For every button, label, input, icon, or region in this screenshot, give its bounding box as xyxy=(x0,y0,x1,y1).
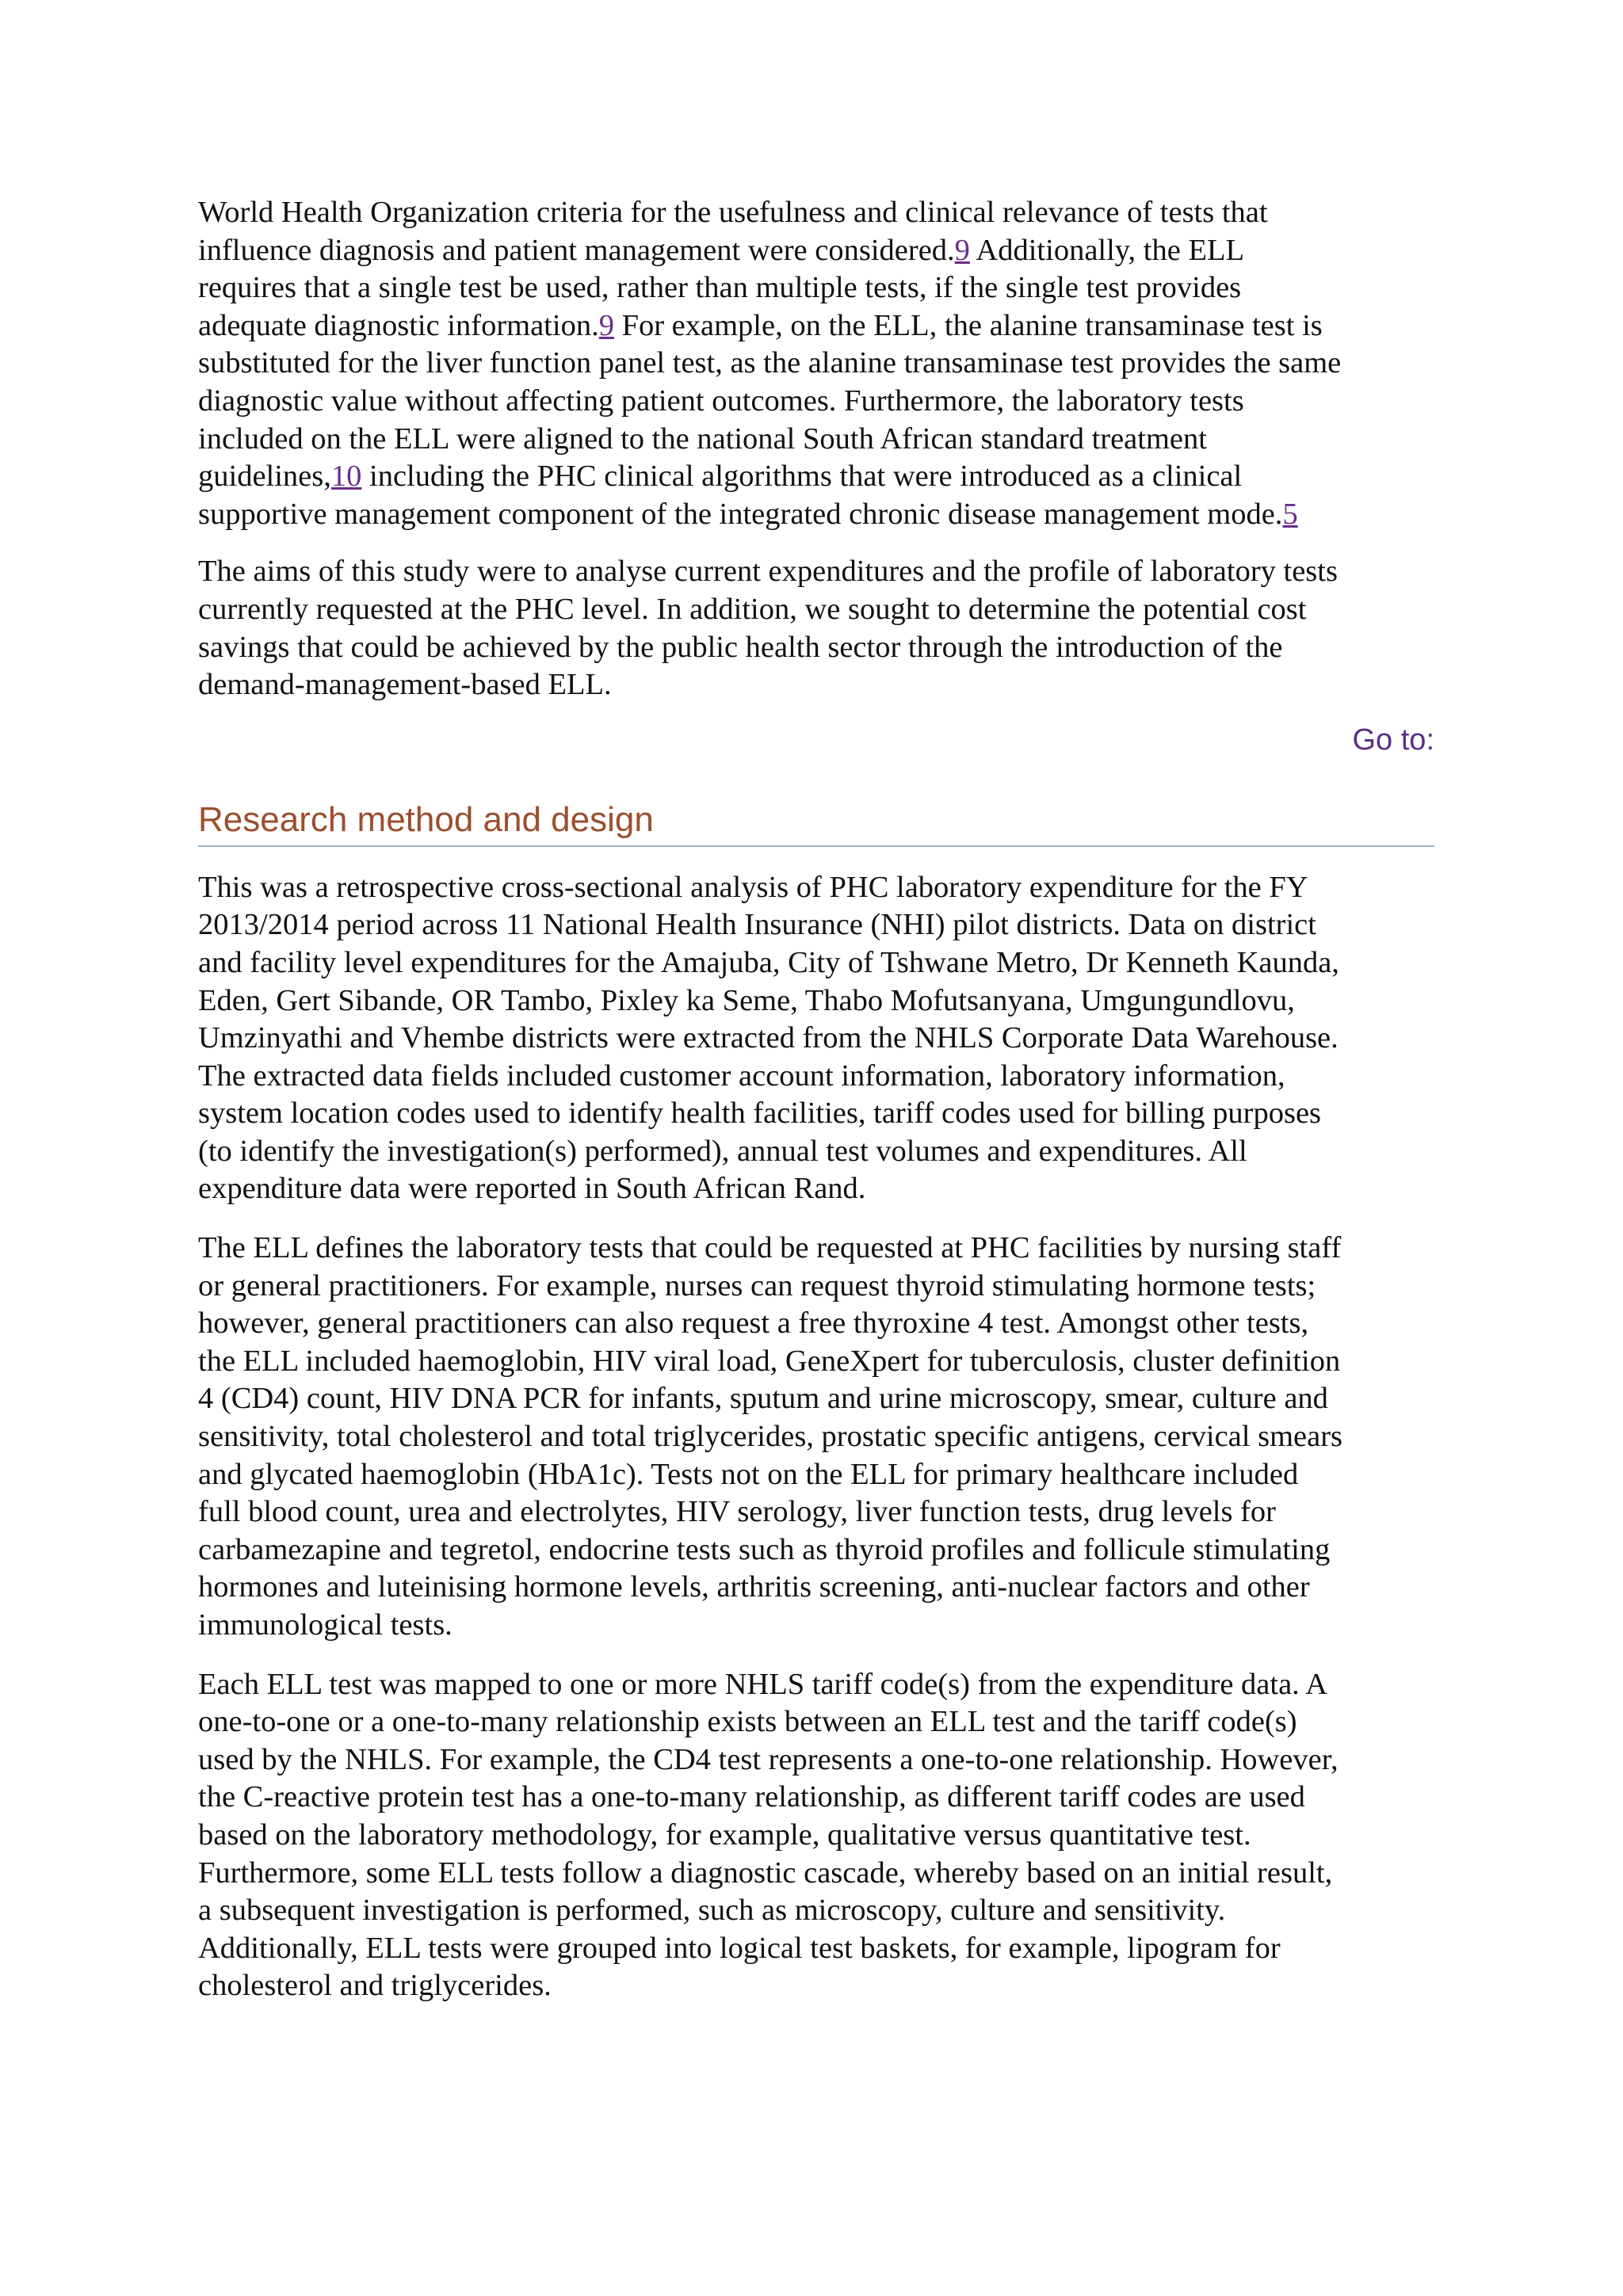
text-segment: guidelines, xyxy=(198,460,331,494)
text-line: full blood count, urea and electrolytes, HIV serology, liver function tests, drug levels for xyxy=(198,1495,1276,1529)
text-line xyxy=(198,307,1434,345)
text-line: This was a retrospective cross-sectional analysis of PHC laboratory expenditure for the FY xyxy=(198,870,1308,904)
text-line: the ELL included haemoglobin, HIV viral load, GeneXpert for tuberculosis, cluster definition xyxy=(198,1344,1341,1378)
text-line: World Health Organization criteria for the usefulness and clinical relevance of tests that xyxy=(198,196,1268,229)
text-line xyxy=(198,496,1434,534)
reference-link-9[interactable]: 9 xyxy=(954,233,970,267)
section-heading: Research method and design xyxy=(198,799,654,839)
text-line: demand-management-based ELL. xyxy=(198,668,612,702)
text-line: currently requested at the PHC level. In addition, we sought to determine the potential cost xyxy=(198,592,1307,626)
text-line: sensitivity, total cholesterol and total triglycerides, prostatic specific antigens, cervical smears xyxy=(198,1420,1342,1454)
text-line: The ELL defines the laboratory tests that could be requested at PHC facilities by nursing staff xyxy=(198,1231,1342,1265)
text-line: savings that could be achieved by the public health sector through the introduction of the xyxy=(198,630,1283,664)
text-line: a subsequent investigation is performed, such as microscopy, culture and sensitivity. xyxy=(198,1894,1226,1928)
text-line: The aims of this study were to analyse current expenditures and the profile of laboratory tests xyxy=(198,555,1338,589)
text-line: system location codes used to identify health facilities, tariff codes used for billing purposes xyxy=(198,1097,1322,1131)
text-segment: Additionally, the ELL xyxy=(969,233,1245,267)
text-line: Additionally, ELL tests were grouped into logical test baskets, for example, lipogram for xyxy=(198,1931,1281,1965)
reference-link-9[interactable]: 9 xyxy=(598,308,614,342)
intro-paragraph-1 xyxy=(198,194,1434,533)
text-line xyxy=(198,232,1434,270)
text-line: substituted for the liver function panel test, as the alanine transaminase test provides the same xyxy=(198,346,1342,380)
text-line: cholesterol and triglycerides. xyxy=(198,1969,552,2003)
text-segment: influence diagnosis and patient management were considered. xyxy=(198,233,955,267)
text-line: diagnostic value without affecting patient outcomes. Furthermore, the laboratory tests xyxy=(198,383,1244,418)
text-line: however, general practitioners can also request a free thyroxine 4 test. Amongst other tests, xyxy=(198,1306,1309,1341)
text-line: 4 (CD4) count, HIV DNA PCR for infants, sputum and urine microscopy, smear, culture and xyxy=(198,1382,1328,1416)
text-line: used by the NHLS. For example, the CD4 test represents a one-to-one relationship. However, xyxy=(198,1742,1338,1776)
reference-link-10[interactable]: 10 xyxy=(330,460,362,494)
text-line: Each ELL test was mapped to one or more NHLS tariff code(s) from the expenditure data. A xyxy=(198,1667,1328,1701)
text-line: 2013/2014 period across 11 National Health Insurance (NHI) pilot districts. Data on district xyxy=(198,908,1316,942)
goto-row xyxy=(198,722,1434,758)
text-line: Furthermore, some ELL tests follow a diagnostic cascade, whereby based on an initial result, xyxy=(198,1855,1333,1890)
text-segment: For example, on the ELL, the alanine transaminase test is xyxy=(613,308,1323,342)
text-segment: adequate diagnostic information. xyxy=(198,308,599,342)
text-line: immunological tests. xyxy=(198,1608,453,1642)
text-line: one-to-one or a one-to-many relationship exists between an ELL test and the tariff code(s) xyxy=(198,1705,1297,1739)
text-line: requires that a single test be used, rather than multiple tests, if the single test provides xyxy=(198,271,1242,305)
text-line: based on the laboratory methodology, for example, qualitative versus quantitative test. xyxy=(198,1817,1251,1852)
text-line: included on the ELL were aligned to the national South African standard treatment xyxy=(198,421,1207,456)
text-line: the C-reactive protein test has a one-to-many relationship, as different tariff codes are used xyxy=(198,1780,1305,1814)
text-line: carbamezapine and tegretol, endocrine tests such as thyroid profiles and folliculе stimulating xyxy=(198,1532,1331,1566)
text-line xyxy=(198,458,1434,496)
section-paragraph-1 xyxy=(198,869,1434,1208)
reference-link-5[interactable]: 5 xyxy=(1282,497,1298,531)
text-line: hormones and luteinising hormone levels, arthritis screening, anti-nuclear factors and other xyxy=(198,1570,1310,1604)
goto-link[interactable]: Go to: xyxy=(1352,723,1434,757)
section-paragraph-3 xyxy=(198,1666,1434,2005)
text-line: The extracted data fields included customer account information, laboratory information, xyxy=(198,1058,1285,1093)
text-line: or general practitioners. For example, nurses can request thyroid stimulating hormone tests; xyxy=(198,1268,1316,1302)
text-line: expenditure data were reported in South African Rand. xyxy=(198,1172,866,1206)
text-line: Umzinyathi and Vhembe districts were extracted from the NHLS Corporate Data Warehouse. xyxy=(198,1021,1338,1055)
intro-paragraph-2 xyxy=(198,553,1434,704)
text-segment: supportive management component of the integrated chronic disease management mode. xyxy=(198,497,1283,531)
article-page xyxy=(198,194,1434,2005)
section-paragraph-2 xyxy=(198,1230,1434,1645)
text-line: and glycated haemoglobin (HbA1c). Tests not on the ELL for primary healthcare included xyxy=(198,1457,1299,1491)
text-line: and facility level expenditures for the Amajuba, City of Tshwane Metro, Dr Kenneth Kaunda, xyxy=(198,945,1339,979)
text-line: Eden, Gert Sibande, OR Tambo, Pixley ka Seme, Thabo Mofutsanyana, Umgungundlovu, xyxy=(198,983,1295,1017)
text-line: (to identify the investigation(s) performed), annual test volumes and expenditures. All xyxy=(198,1134,1247,1168)
text-segment: including the PHC clinical algorithms that were introduced as a clinical xyxy=(361,460,1243,494)
